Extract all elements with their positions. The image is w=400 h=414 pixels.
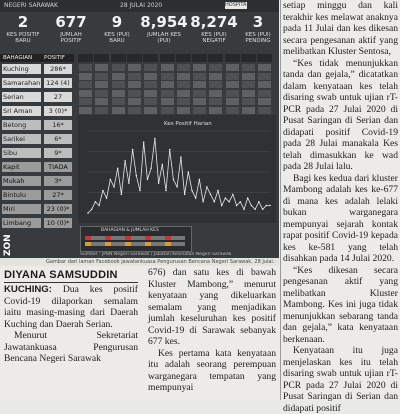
- infographic-caption: [0, 258, 279, 266]
- chart-point: [258, 201, 259, 202]
- matrix-cell: [258, 73, 271, 80]
- paragraph-text: Dua kes positif Covid-19 dilaporkan semalam iaitu masing-masing dari Daerah Kuching dan Daerah Serian.: [4, 284, 138, 330]
- chart-point: [184, 194, 185, 195]
- paragraph: Bagi kes kedua dari kluster Mambong adalah kes ke-677 di mana kes adalah lelaki bukan warganegara mempunyai sejarah kontak rapat positif Covid-19 kepada kes ke-581 yang telah disahkan pada 14 Julai 2020.: [283, 172, 398, 264]
- stat-number: 8,954: [140, 13, 188, 31]
- matrix-cell: [128, 98, 141, 105]
- matrix-cell: [112, 81, 125, 88]
- matrix-header-cell: [225, 54, 240, 62]
- district-row: [0, 78, 74, 89]
- matrix-cell: [177, 64, 190, 71]
- district-name: Miri: [2, 204, 41, 214]
- matrix-header-cell: [241, 54, 256, 62]
- stat-number: 3: [252, 13, 264, 31]
- date-label: 28 JULAI 2020: [120, 2, 163, 9]
- matrix-cell: [128, 73, 141, 80]
- stat-cards: [0, 10, 279, 52]
- matrix-cell: [177, 81, 190, 88]
- chart-point: [95, 201, 96, 202]
- chart-point: [124, 160, 125, 161]
- district-positive: 286*: [44, 64, 72, 74]
- matrix-cell: [258, 98, 271, 105]
- matrix-cell: [112, 90, 125, 97]
- matrix-cell: [193, 73, 206, 80]
- matrix-cell: [193, 90, 206, 97]
- chart-point: [110, 179, 111, 180]
- legend-title: BAHAGIAN & JUMLAH KES: [101, 228, 159, 233]
- matrix-cell: [95, 81, 108, 88]
- matrix-header-cell: [127, 54, 142, 62]
- chart-point: [154, 138, 155, 139]
- chart-point: [169, 149, 170, 150]
- district-row: [0, 92, 74, 103]
- chart-point: [98, 205, 99, 206]
- matrix-cell: [226, 107, 239, 114]
- matrix-cell: [242, 73, 255, 80]
- matrix-cell: [193, 81, 206, 88]
- chart-point: [121, 194, 122, 195]
- matrix-cell: [161, 107, 174, 114]
- legend-swatch-row: [85, 236, 185, 240]
- district-name: Samarahan: [3, 79, 41, 87]
- matrix-cell: [193, 107, 206, 114]
- paragraph: Kes pertama kata kenyataan itu adalah seorang perempuan warganegara tempatan yang mempunyai: [148, 347, 276, 393]
- matrix-cell: [144, 81, 157, 88]
- matrix-header-cell: [111, 54, 126, 62]
- chart-point: [113, 186, 114, 187]
- matrix-cell: [209, 98, 222, 105]
- chart-point: [262, 209, 263, 210]
- matrix-cell: [128, 107, 141, 114]
- matrix-cell: [128, 81, 141, 88]
- matrix-cell: [242, 98, 255, 105]
- district-positive: 124 (4): [44, 78, 72, 88]
- chart-point: [247, 197, 248, 198]
- chart-point: [221, 205, 222, 206]
- matrix-cell: [95, 107, 108, 114]
- district-row: [0, 148, 74, 159]
- article-column-left: [4, 284, 138, 365]
- matrix-cell: [144, 73, 157, 80]
- matrix-header-cell: [176, 54, 191, 62]
- matrix-cell: [193, 98, 206, 105]
- district-name: Kuching: [2, 64, 41, 74]
- matrix-cell: [79, 64, 92, 71]
- stat-label: KES (PUI) NEGATIF: [201, 32, 227, 44]
- matrix-cell: [258, 107, 271, 114]
- district-positive: 3 (0)*: [44, 106, 72, 116]
- chart-point: [162, 164, 163, 165]
- matrix-cell: [128, 90, 141, 97]
- matrix-cell: [209, 64, 222, 71]
- matrix-cell: [177, 90, 190, 97]
- district-table-header: [0, 54, 74, 62]
- matrix-cell: [177, 107, 190, 114]
- chart-point: [165, 190, 166, 191]
- chart-svg: [78, 115, 276, 223]
- matrix-cell: [144, 90, 157, 97]
- district-name: Mukah: [2, 176, 41, 186]
- stat-number: 9: [111, 13, 123, 31]
- matrix-cell: [209, 107, 222, 114]
- district-positive: 10 (0)*: [44, 218, 72, 228]
- byline: DIYANA SAMSUDDIN: [4, 269, 118, 281]
- matrix-cell: [226, 90, 239, 97]
- matrix-cell: [161, 90, 174, 97]
- header-positif: POSITIF: [44, 55, 65, 61]
- matrix-cell: [161, 64, 174, 71]
- stat-total-pui: [140, 12, 188, 52]
- chart-point: [266, 205, 267, 206]
- matrix-header-cell: [257, 54, 272, 62]
- matrix-cell: [95, 90, 108, 97]
- district-row: [0, 120, 74, 131]
- district-positive: 3*: [44, 176, 72, 186]
- stat-label: JUMLAH POSITIF: [60, 32, 82, 44]
- matrix-cell: [79, 81, 92, 88]
- chart-point: [188, 171, 189, 172]
- matrix-cell: [242, 107, 255, 114]
- stat-new-pui: [96, 12, 138, 52]
- stat-negative-pui: [190, 12, 238, 52]
- paragraph: Menurut Sekretariat Jawatankuasa Pengurusan Bencana Negeri Sarawak: [4, 330, 138, 364]
- matrix-header-cell: [143, 54, 158, 62]
- matrix-header-cell: [160, 54, 175, 62]
- district-name: Sarikei: [2, 134, 41, 144]
- stat-number: 2: [17, 13, 29, 31]
- byline-rule: [4, 282, 138, 283]
- district-name: Sri Aman: [2, 106, 41, 116]
- stat-label: KES POSITIF BARU: [6, 32, 40, 44]
- matrix-cell: [144, 64, 157, 71]
- chart-point: [236, 205, 237, 206]
- district-positive: 23 (0)*: [44, 204, 72, 214]
- source-credit: Sumber : JPBN Negeri Sarawak / Jabatan Kesihatan Negeri Sarawak: [80, 252, 232, 257]
- paragraph: “Kes dikesan secara pengesanan aktif yang melibatkan Kluster Mambong. Kes ini juga tidak menunjukkan sebarang tanda dan gejala,” kata kenyataan berkenaan.: [283, 264, 398, 345]
- matrix-cell: [242, 64, 255, 71]
- matrix-header-cell: [94, 54, 109, 62]
- matrix-header-cell: [192, 54, 207, 62]
- chart-point: [132, 149, 133, 150]
- matrix-header-cell: [78, 54, 93, 62]
- chart-point: [269, 205, 270, 206]
- matrix-cell: [209, 90, 222, 97]
- matrix-header-cell: [208, 54, 223, 62]
- chart-point: [147, 179, 148, 180]
- district-row: [0, 134, 74, 145]
- chart-point: [136, 175, 137, 176]
- matrix-cell: [144, 107, 157, 114]
- hospital-badge: HOSPITAL: [225, 2, 250, 8]
- matrix-cell: [242, 90, 255, 97]
- chart-point: [117, 168, 118, 169]
- matrix-cell: [193, 64, 206, 71]
- chart-title: Kes Positif Harian: [164, 121, 212, 127]
- district-name: Kapit: [2, 162, 41, 172]
- stat-pending-pui: [238, 12, 278, 52]
- chart-point: [228, 201, 229, 202]
- matrix-cell: [79, 107, 92, 114]
- district-positive: 16*: [44, 120, 72, 130]
- chart-point: [139, 190, 140, 191]
- stat-label: JUMLAH KES (PUI): [147, 32, 181, 44]
- matrix-cell: [112, 98, 125, 105]
- covid-infographic: [0, 0, 279, 258]
- column-divider: [280, 0, 281, 400]
- district-name: Bintulu: [2, 190, 41, 200]
- matrix-cell: [128, 64, 141, 71]
- district-name: Sibu: [2, 148, 41, 158]
- chart-point: [191, 190, 192, 191]
- article-column-middle: [148, 267, 276, 394]
- chart-point: [176, 186, 177, 187]
- dateline: KUCHING:: [4, 284, 52, 295]
- matrix-cell: [95, 98, 108, 105]
- chart-point: [128, 183, 129, 184]
- legend-swatch-row: [85, 242, 185, 246]
- daily-cases-chart: [78, 115, 276, 223]
- chart-point: [240, 201, 241, 202]
- chart-point: [102, 190, 103, 191]
- district-row: [0, 176, 74, 187]
- chart-point: [91, 209, 92, 210]
- chart-point: [173, 179, 174, 180]
- chart-point: [106, 197, 107, 198]
- district-name: Limbang: [2, 218, 41, 228]
- matrix-cell: [79, 73, 92, 80]
- district-positive: 27*: [44, 190, 72, 200]
- matrix-cell: [95, 64, 108, 71]
- chart-point: [210, 194, 211, 195]
- matrix-cell: [209, 73, 222, 80]
- stat-number: 677: [55, 13, 87, 31]
- matrix-cell: [242, 81, 255, 88]
- matrix-cell: [79, 90, 92, 97]
- district-row: [0, 162, 74, 173]
- region-label: NEGERI SARAWAK: [4, 2, 58, 9]
- caption-text: Gambar dari laman Facebook Jawatankuasa Pengurusan Bencana Negeri Sarawak, 28 Julai.: [46, 259, 275, 265]
- chart-point: [251, 205, 252, 206]
- stat-new-positive: [2, 12, 44, 52]
- district-row: [0, 204, 74, 215]
- chart-point: [232, 194, 233, 195]
- stat-label: KES (PUI) PENDING: [245, 32, 271, 44]
- chart-point: [150, 168, 151, 169]
- matrix-cell: [161, 81, 174, 88]
- paragraph: [4, 284, 138, 330]
- matrix-cell: [112, 64, 125, 71]
- matrix-cell: [161, 73, 174, 80]
- chart-point: [143, 142, 144, 143]
- paragraph: “Kes tidak menunjukkan tanda dan gejala,” dicatatkan dalam kenyataan kes telah disaring swab untuk ujian rT-PCR pada 27 Julai 2020 di Pusat Saringan di Serian dan didapati positif Covid-19 pada 28 Julai manakala Kes telah dimasukkan ke wad pada 28 Julai lalu.: [283, 57, 398, 172]
- stat-label: KES (PUI) BARU: [104, 32, 130, 44]
- header-bahagian: BAHAGIAN: [3, 55, 33, 61]
- district-positive: TIADA: [44, 162, 72, 172]
- zon-text: ZON: [3, 234, 13, 256]
- matrix-cell: [112, 73, 125, 80]
- chart-point: [180, 156, 181, 157]
- zon-label: [2, 234, 16, 256]
- district-positive: 6*: [44, 134, 72, 144]
- matrix-cell: [226, 98, 239, 105]
- paragraph: Kenyataan itu juga menjelaskan kes itu telah disaring swab untuk ujian rT-PCR pada 27 Julai 2020 di Pusat Saringan di Serian dan didapati positif: [283, 345, 398, 414]
- chart-point: [199, 179, 200, 180]
- chart-point: [158, 183, 159, 184]
- chart-legend: [80, 226, 192, 252]
- district-row: [0, 106, 74, 117]
- paragraph: setiap minggu dan kali terakhir kes melawat anaknya pada 11 Julai dan kes dikesan secara pengesanan aktif yang melibatkan Kluster Sentosa,: [283, 0, 398, 57]
- article-column-right: [283, 0, 398, 414]
- chart-point: [254, 209, 255, 210]
- paragraph: 676) dan satu kes di bawah Kluster Mambong,” menurut kenyataan yang dikeluarkan semalam yang menjadikan jumlah keseluruhan kes positif Covid-19 di Sarawak sebanyak 677 kes.: [148, 267, 276, 347]
- chart-point: [206, 186, 207, 187]
- matrix-cell: [144, 98, 157, 105]
- case-matrix: [78, 54, 276, 114]
- chart-point: [217, 190, 218, 191]
- chart-point: [214, 201, 215, 202]
- stat-total-positive: [50, 12, 92, 52]
- district-name: Betong: [2, 120, 41, 130]
- chart-point: [243, 209, 244, 210]
- chart-point: [225, 197, 226, 198]
- district-table: [0, 54, 74, 234]
- chart-point: [87, 212, 88, 213]
- matrix-cell: [258, 64, 271, 71]
- matrix-cell: [177, 98, 190, 105]
- matrix-cell: [258, 81, 271, 88]
- matrix-cell: [226, 64, 239, 71]
- district-name: Serian: [2, 92, 41, 102]
- district-row: [0, 64, 74, 75]
- district-positive: 27: [44, 92, 72, 102]
- district-row: [0, 190, 74, 201]
- chart-point: [195, 197, 196, 198]
- stat-number: 8,274: [190, 13, 238, 31]
- matrix-cell: [226, 81, 239, 88]
- matrix-cell: [79, 98, 92, 105]
- district-row: [0, 218, 74, 229]
- matrix-cell: [258, 90, 271, 97]
- daily-cases-line: [88, 139, 270, 214]
- matrix-cell: [112, 107, 125, 114]
- matrix-cell: [226, 73, 239, 80]
- matrix-cell: [95, 73, 108, 80]
- district-positive: 9*: [44, 148, 72, 158]
- matrix-cell: [177, 73, 190, 80]
- matrix-cell: [161, 98, 174, 105]
- matrix-cell: [209, 81, 222, 88]
- chart-point: [202, 201, 203, 202]
